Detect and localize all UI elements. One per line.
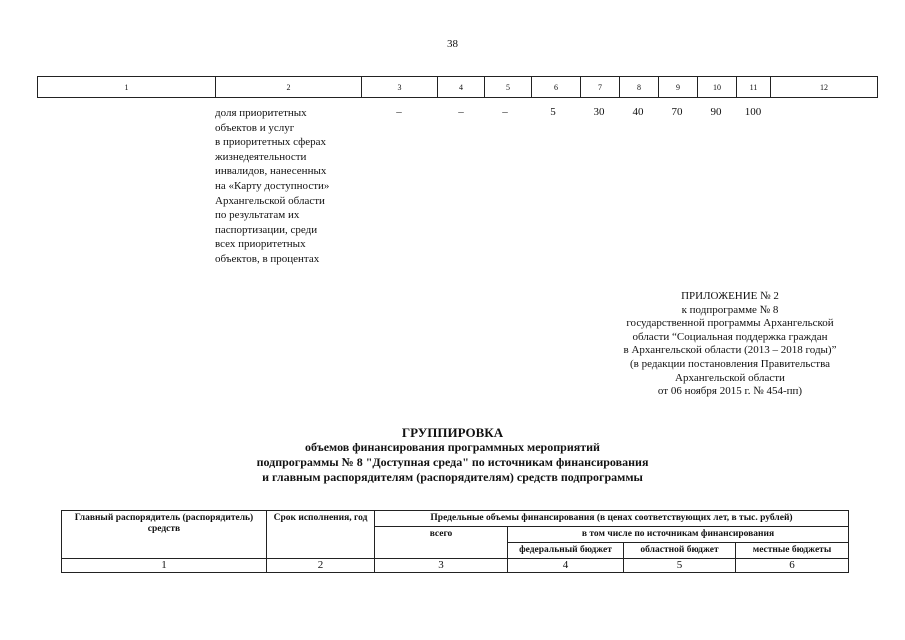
header-col-9: 9 [659,77,698,98]
indicator-value-col10: 90 [710,106,722,118]
indicator-line: инвалидов, нанесенных [215,165,327,178]
appendix-line: ПРИЛОЖЕНИЕ № 2 [681,290,779,302]
grouping-title-line: и главным распорядителям (распорядителям) средств подпрограммы [262,470,643,484]
col-number-1: 1 [62,559,267,573]
indicator-value-col4: – [458,106,464,118]
header-col-4: 4 [438,77,485,98]
indicator-line: паспортизации, среди [215,223,318,236]
col-number-2: 2 [267,559,375,573]
grouping-title-main: ГРУППИРОВКА [401,425,504,440]
appendix-line: (в редакции постановления Правительства [629,357,831,370]
header-col-8: 8 [620,77,659,98]
continuation-table-header [37,76,878,98]
appendix-block [580,290,880,399]
header-total: всего [375,527,508,559]
header-manager: Главный распорядитель (распорядитель) средств [62,511,267,559]
appendix-line: к подпрограмме № 8 [681,303,779,316]
grouping-title [0,425,905,485]
header-federal: федеральный бюджет [508,543,624,559]
col-number-5: 5 [624,559,736,573]
header-limits: Предельные объемы финансирования (в ценах соответствующих лет, в тыс. рублей) [375,511,849,527]
indicator-line: Архангельской области [215,194,325,207]
header-col-1: 1 [38,77,216,98]
header-col-6: 6 [532,77,581,98]
header-col-5: 5 [485,77,532,98]
header-col-3: 3 [362,77,438,98]
indicator-value-col8: 40 [632,106,644,118]
indicator-line: в приоритетных сферах [215,136,327,149]
indicator-line: объектов и услуг [215,121,295,134]
indicator-line: жизнедеятельности [215,150,307,163]
grouping-title-line: объемов финансирования программных мероприятий [305,440,600,454]
header-term: Срок исполнения, год [267,511,375,559]
financing-table [61,510,849,573]
header-col-11: 11 [737,77,771,98]
indicator-line: на «Карту доступности» [215,179,330,192]
header-local: местные бюджеты [736,543,849,559]
indicator-value-col5: – [502,106,508,118]
indicator-value-col3: – [396,106,402,118]
appendix-line: области “Социальная поддержка граждан [632,330,828,343]
header-col-12: 12 [771,77,878,98]
indicator-value-col7: 30 [593,106,605,118]
col-number-4: 4 [508,559,624,573]
appendix-line: от 06 ноября 2015 г. № 454-пп) [657,385,803,398]
indicator-line: доля приоритетных [215,107,307,119]
grouping-title-line: подпрограммы № 8 "Доступная среда" по источникам финансирования [256,455,649,469]
col-number-3: 3 [375,559,508,573]
header-col-7: 7 [581,77,620,98]
indicator-value-col11: 100 [744,106,762,118]
indicator-description [215,106,365,267]
appendix-line: Архангельской области [675,371,785,384]
appendix-line: в Архангельской области (2013 – 2018 годы)” [623,344,837,357]
header-sources: в том числе по источникам финансирования [508,527,849,543]
page-number: 38 [447,38,458,50]
indicator-line: объектов, в процентах [215,252,320,265]
header-col-2: 2 [216,77,362,98]
indicator-line: по результатам их [215,209,300,222]
appendix-line: государственной программы Архангельской [626,317,834,330]
header-col-10: 10 [698,77,737,98]
indicator-line: всех приоритетных [215,238,306,251]
indicator-value-col6: 5 [550,106,556,118]
indicator-value-col9: 70 [671,106,683,118]
col-number-6: 6 [736,559,849,573]
header-regional: областной бюджет [624,543,736,559]
